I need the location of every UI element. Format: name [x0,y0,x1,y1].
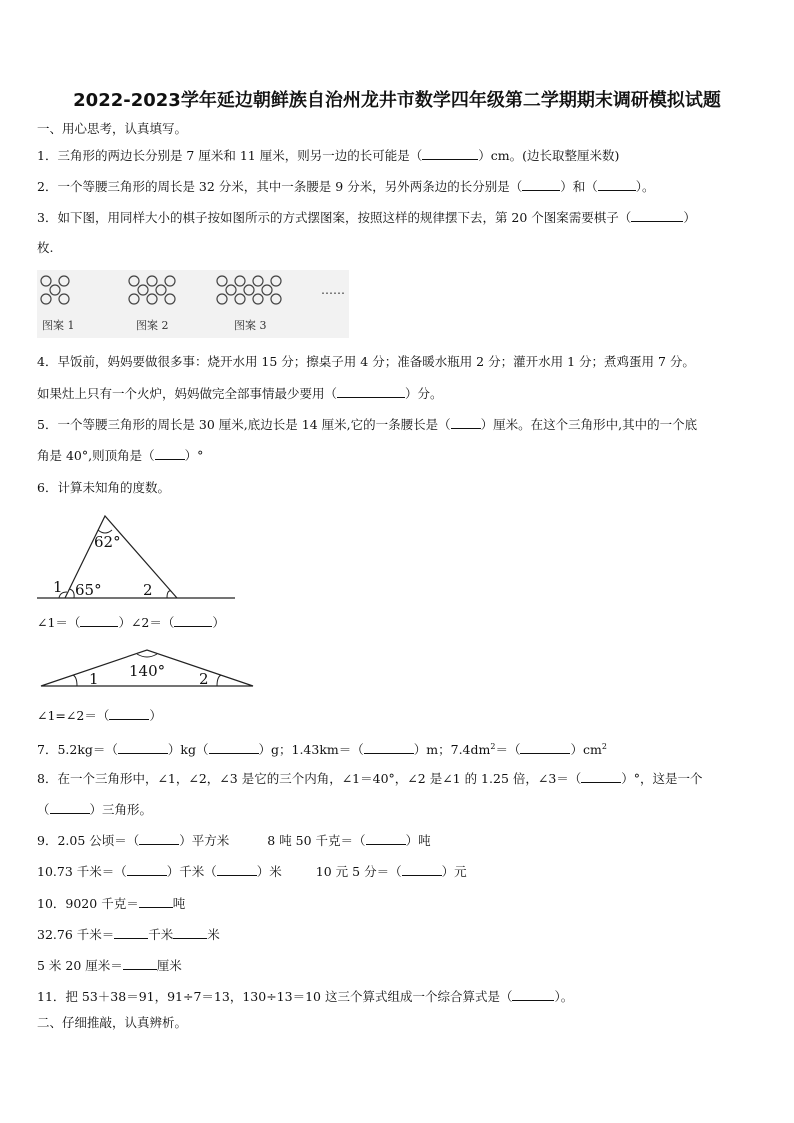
question-5-text: 5．一个等腰三角形的周长是 30 厘米,底边长是 14 厘米,它的一条腰长是（ [37,417,451,432]
question-10-text-b-mid: 千米 [148,927,174,942]
answer-blank[interactable] [209,741,259,754]
question-2-text-mid: ）和（ [560,179,598,194]
pattern-caption-1: 图案 1 [42,319,75,332]
answer-blank[interactable] [114,926,148,939]
question-9-cont [37,863,467,880]
answer-text-end: ） [212,615,225,630]
question-11-text: 11．把 53＋38＝91，91÷7＝13，130÷13＝10 这三个算式组成一个综合算式是（ [37,989,513,1004]
superscript: 2 [490,742,496,751]
question-7-text-e: ＝（ [495,742,521,758]
answer-blank[interactable] [80,614,118,627]
question-7 [37,739,607,758]
answer-blank[interactable] [581,770,621,783]
answer-blank[interactable] [50,801,90,814]
angle-label-top: 140° [129,662,166,680]
answer-blank[interactable] [139,832,179,845]
question-2-text: 2．一个等腰三角形的周长是 32 分米，其中一条腰是 9 分米，另外两条边的长分别是（ [37,179,523,194]
question-1 [37,147,619,164]
question-10 [37,895,185,912]
question-9-text-end: ）吨 [405,833,431,848]
question-6-answer-2 [37,707,162,724]
angle-arc-top [137,654,157,657]
angle-label-1: 1 [53,578,63,596]
question-3-cont: 枚. [37,240,54,255]
page-title: 2022-2023学年延边朝鲜族自治州龙井市数学四年级第二学期期末调研模拟试题 [73,90,721,111]
answer-blank[interactable] [337,385,405,398]
question-10-text-b-end: 米 [207,927,220,942]
answer-blank[interactable] [127,863,167,876]
answer-text-end: ） [149,708,162,723]
question-9-text-b: ）千米（ [166,864,217,879]
question-9 [37,832,431,849]
angle-label-2: 2 [143,581,153,599]
answer-text-mid: ）∠2＝（ [118,615,175,630]
question-10-c [37,957,182,974]
question-6-answer-1 [37,614,225,631]
question-8-text-cont: （ [37,802,50,817]
question-5-cont [37,447,203,464]
answer-blank[interactable] [520,741,570,754]
question-8-cont [37,801,152,818]
question-5 [37,416,697,433]
angle-arc-left [73,675,77,686]
triangle-figure-1 [37,512,237,604]
question-7-text-c: ）g；1.43km＝（ [258,742,364,758]
figure-background [37,270,349,338]
section-heading-1: 一、用心思考，认真填写。 [37,121,188,136]
superscript: 2 [601,742,607,751]
angle-arc-right [217,675,221,686]
angle-label-1: 1 [89,670,99,688]
answer-blank[interactable] [174,614,212,627]
answer-blank[interactable] [139,895,173,908]
question-4-text-end: ）分。 [405,386,443,401]
question-5-text-mid: ）厘米。在这个三角形中,其中的一个底 [480,417,698,432]
question-9-text-cont: 10.73 千米＝（ [37,864,127,879]
question-9-text-d: 10 元 5 分＝（ [315,864,402,879]
question-2 [37,178,655,195]
question-2-text-end: ）。 [635,179,655,194]
question-9-text-b: ）平方米 [179,833,230,848]
pattern-caption-2: 图案 2 [136,319,169,332]
pattern-caption-3: 图案 3 [234,319,267,332]
question-8-text-mid: ）°，这是一个 [621,771,703,786]
question-8 [37,770,703,787]
question-10-text-c-end: 厘米 [156,958,182,973]
answer-blank[interactable] [451,416,481,429]
pattern-ellipsis: …… [321,283,345,297]
angle-label-2: 2 [199,670,209,688]
question-3 [37,209,696,226]
question-9-text-c: ）米 [256,864,282,879]
section-heading-2: 二、仔细推敲，认真辨析。 [37,1015,188,1030]
question-5-text-end: ）° [184,448,204,463]
answer-blank[interactable] [522,178,560,191]
question-3-text-end: ） [683,210,696,225]
answer-blank[interactable] [173,926,207,939]
question-9-text-end: ）元 [441,864,467,879]
chess-pattern-figure [37,270,349,338]
answer-blank[interactable] [155,447,185,460]
question-1-text: 1．三角形的两边长分别是 7 厘米和 11 厘米，则另一边的长可能是（ [37,148,423,163]
question-10-b [37,926,220,943]
answer-blank[interactable] [422,147,478,160]
answer-blank[interactable] [631,209,683,222]
question-10-text-c: 5 米 20 厘米＝ [37,958,123,973]
answer-text: ∠1=∠2＝（ [37,708,110,723]
question-9-text: 9．2.05 公顷＝（ [37,833,140,848]
answer-blank[interactable] [109,707,149,720]
question-4-text: 如果灶上只有一个火炉，妈妈做完全部事情最少要用（ [37,386,338,401]
answer-text: ∠1＝（ [37,615,81,630]
question-4: 4．早饭前，妈妈要做很多事：烧开水用 15 分；擦桌子用 4 分；准备暖水瓶用 2 分；灌开水用 1 分；煮鸡蛋用 7 分。 [37,354,695,369]
question-7-text-b: ）kg（ [167,742,209,758]
answer-blank[interactable] [402,863,442,876]
answer-blank[interactable] [512,988,554,1001]
triangle-figure-2 [37,645,259,691]
question-3-text: 3．如下图，用同样大小的棋子按如图所示的方式摆图案，按照这样的规律摆下去，第 20 个图案需要棋子（ [37,210,632,225]
answer-blank[interactable] [118,741,168,754]
answer-blank[interactable] [364,741,414,754]
question-6: 6．计算未知角的度数。 [37,480,170,495]
question-7-text: 7．5.2kg＝（ [37,742,118,758]
angle-arc-left [69,589,74,598]
angle-arc-right [167,591,171,598]
question-11-text-end: ）。 [554,989,574,1004]
question-11 [37,988,573,1005]
answer-blank[interactable] [598,178,636,191]
question-8-text: 8．在一个三角形中，∠1，∠2，∠3 是它的三个内角，∠1＝40°，∠2 是∠1 的 1.25 倍，∠3＝（ [37,771,582,786]
answer-blank[interactable] [366,832,406,845]
answer-blank[interactable] [217,863,257,876]
question-10-text-b: 32.76 千米＝ [37,927,115,942]
angle-label-inner: 65° [75,581,102,599]
question-1-text-end: ）cm。(边长取整厘米数) [478,148,620,163]
question-10-text: 10．9020 千克＝ [37,896,139,911]
question-4-cont [37,385,443,402]
answer-blank[interactable] [123,957,157,970]
question-7-text-d: ）m；7.4dm [413,742,491,758]
question-5-text-cont: 角是 40°,则顶角是（ [37,448,155,463]
question-8-text-end: ）三角形。 [89,802,153,817]
question-10-text-end: 吨 [172,896,186,911]
question-7-text-f: ）cm [570,742,602,758]
question-9-text-c: 8 吨 50 千克＝（ [267,833,366,848]
angle-label-top: 62° [94,533,121,551]
